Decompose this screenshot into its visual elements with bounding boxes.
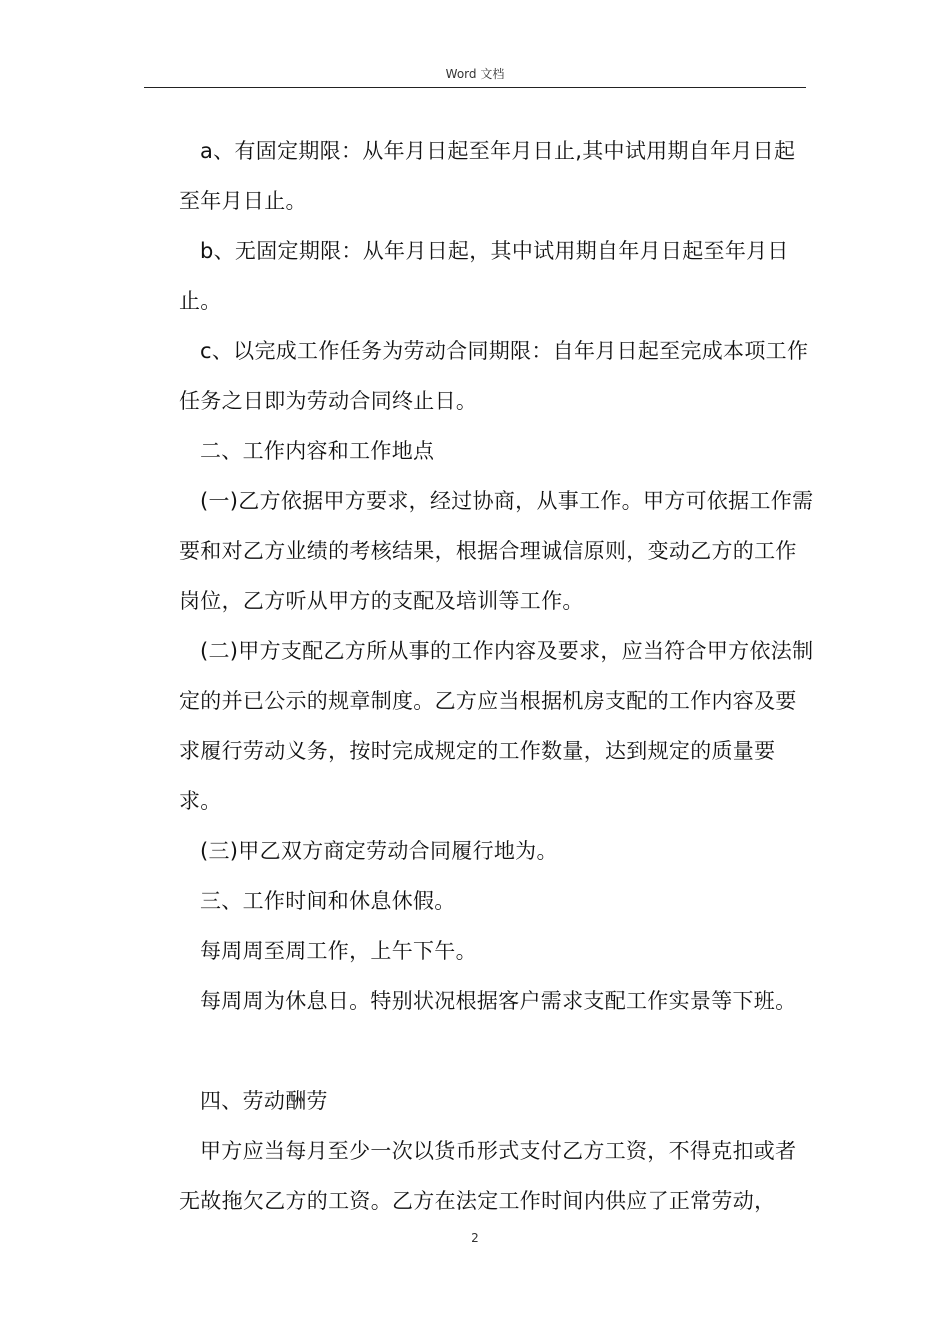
paragraph-wage-payment: 甲方应当每月至少一次以货币形式支付乙方工资，不得克扣或者无故拖欠乙方的工资。乙方在法定工作时间内供应了正常劳动， xyxy=(179,1139,797,1213)
header-divider xyxy=(144,87,806,88)
section-heading-work-hours: 三、工作时间和休息休假。 xyxy=(200,889,456,913)
paragraph-weekly-schedule: 每周周至周工作，上午下午。 xyxy=(200,939,477,963)
paragraph-term-fixed: a、有固定期限：从年月日起至年月日止,其中试用期自年月日起至年月日止。 xyxy=(179,139,796,213)
paragraph-term-task: c、以完成工作任务为劳动合同期限：自年月日起至完成本项工作任务之日即为劳动合同终止日。 xyxy=(179,339,809,413)
section-heading-work-content: 二、工作内容和工作地点 xyxy=(200,439,435,463)
paragraph-work-location: (三)甲乙双方商定劳动合同履行地为。 xyxy=(200,839,558,863)
paragraph-gap xyxy=(179,1026,815,1076)
paragraph-rest-days: 每周周为休息日。特别状况根据客户需求支配工作实景等下班。 xyxy=(200,989,797,1013)
paragraph-term-open: b、无固定期限：从年月日起，其中试用期自年月日起至年月日止。 xyxy=(179,239,789,313)
document-body xyxy=(179,126,815,1226)
header-title: Word 文档 xyxy=(445,67,505,81)
section-heading-compensation: 四、劳动酬劳 xyxy=(200,1089,328,1113)
page-number: 2 xyxy=(471,1231,479,1245)
page-header xyxy=(144,66,806,88)
paragraph-work-requirements: (二)甲方支配乙方所从事的工作内容及要求，应当符合甲方依法制定的并已公示的规章制度。乙方应当根据机房支配的工作内容及要求履行劳动义务，按时完成规定的工作数量，达到规定的质量要求。 xyxy=(179,639,814,813)
paragraph-work-assignment: (一)乙方依据甲方要求，经过协商，从事工作。甲方可依据工作需要和对乙方业绩的考核结果，根据合理诚信原则，变动乙方的工作岗位，乙方听从甲方的支配及培训等工作。 xyxy=(179,489,814,613)
